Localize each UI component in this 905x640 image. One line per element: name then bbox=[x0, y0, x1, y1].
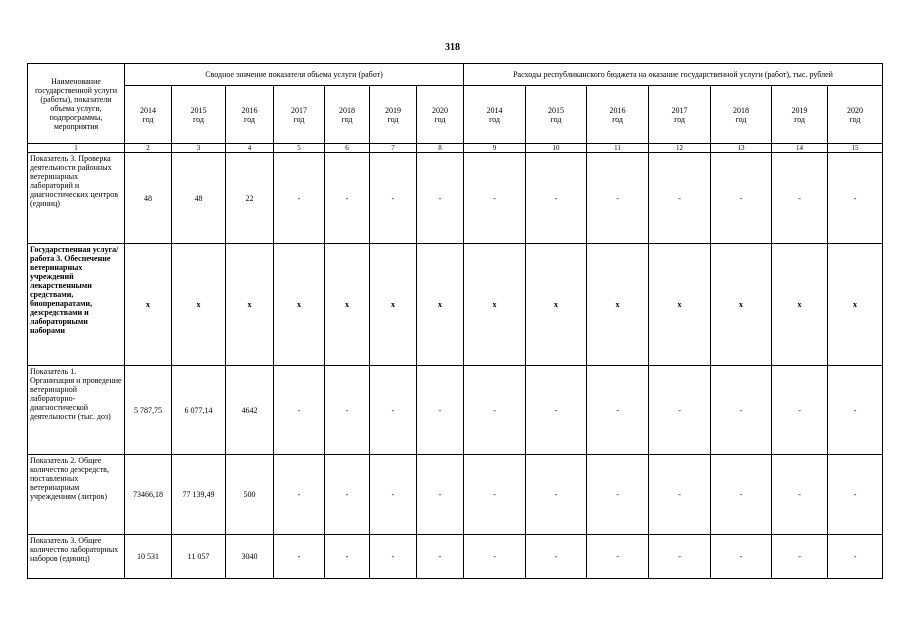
row-value: 4642 bbox=[226, 366, 274, 455]
header-year-9: 2014 год bbox=[464, 86, 526, 144]
row-value: x bbox=[828, 244, 883, 366]
row-value: - bbox=[772, 153, 828, 244]
row-name: Показатель 3. Общее количество лабораторных наборов (единиц) bbox=[28, 535, 125, 579]
row-value: - bbox=[464, 535, 526, 579]
column-number-13: 13 bbox=[711, 144, 772, 153]
row-value: x bbox=[711, 244, 772, 366]
row-value: x bbox=[587, 244, 649, 366]
row-value: - bbox=[325, 535, 370, 579]
row-value: x bbox=[417, 244, 464, 366]
row-value: - bbox=[828, 455, 883, 535]
column-number-7: 7 bbox=[370, 144, 417, 153]
header-year-10: 2015 год bbox=[526, 86, 587, 144]
header-year-15: 2020 год bbox=[828, 86, 883, 144]
row-value: - bbox=[325, 455, 370, 535]
row-value: - bbox=[772, 535, 828, 579]
header-group-expenses: Расходы республиканского бюджета на оказание государственной услуги (работ), тыс. рублей bbox=[464, 64, 883, 86]
row-value: 3040 bbox=[226, 535, 274, 579]
column-number-15: 15 bbox=[828, 144, 883, 153]
row-value: - bbox=[772, 366, 828, 455]
row-value: x bbox=[125, 244, 172, 366]
row-value: - bbox=[711, 535, 772, 579]
column-number-11: 11 bbox=[587, 144, 649, 153]
row-value: - bbox=[325, 153, 370, 244]
row-value: - bbox=[526, 455, 587, 535]
page-number: 318 bbox=[445, 42, 460, 53]
row-value: - bbox=[274, 535, 325, 579]
table-row bbox=[28, 366, 883, 455]
header-year-11: 2016 год bbox=[587, 86, 649, 144]
column-number-3: 3 bbox=[172, 144, 226, 153]
row-value: - bbox=[370, 535, 417, 579]
header-name-column: Наименование государственной услуги (работы), показатели объема услуги, подпрограммы, мероприятия bbox=[28, 64, 125, 144]
header-year-5: 2017 год bbox=[274, 86, 325, 144]
row-value: - bbox=[526, 366, 587, 455]
row-value: - bbox=[772, 455, 828, 535]
header-year-8: 2020 год bbox=[417, 86, 464, 144]
header-year-12: 2017 год bbox=[649, 86, 711, 144]
column-number-8: 8 bbox=[417, 144, 464, 153]
header-year-13: 2018 год bbox=[711, 86, 772, 144]
row-value: - bbox=[587, 153, 649, 244]
row-name: Показатель 2. Общее количество дезсредств, поставленных ветеринарным учреждениям (литров) bbox=[28, 455, 125, 535]
header-year-6: 2018 год bbox=[325, 86, 370, 144]
row-value: - bbox=[711, 455, 772, 535]
row-value: 48 bbox=[172, 153, 226, 244]
row-value: - bbox=[828, 366, 883, 455]
row-value: - bbox=[417, 455, 464, 535]
header-year-4: 2016 год bbox=[226, 86, 274, 144]
row-value: - bbox=[370, 366, 417, 455]
row-value: x bbox=[172, 244, 226, 366]
row-value: x bbox=[464, 244, 526, 366]
row-value: 6 077,14 bbox=[172, 366, 226, 455]
header-year-7: 2019 год bbox=[370, 86, 417, 144]
row-value: - bbox=[587, 366, 649, 455]
table-row bbox=[28, 244, 883, 366]
table-row bbox=[28, 455, 883, 535]
row-value: 5 787,75 bbox=[125, 366, 172, 455]
row-value: - bbox=[370, 153, 417, 244]
row-name: Показатель 3. Проверка деятельности районных ветеринарных лабораторий и диагностических центров (единиц) bbox=[28, 153, 125, 244]
header-year-2: 2014 год bbox=[125, 86, 172, 144]
row-value: - bbox=[828, 153, 883, 244]
row-name: Государственная услуга/работа 3. Обеспечение ветеринарных учреждений лекарственными средствами, биопрепаратами, дезсредствами и лабораторными наборами bbox=[28, 244, 125, 366]
column-number-2: 2 bbox=[125, 144, 172, 153]
row-value: x bbox=[226, 244, 274, 366]
row-value: 48 bbox=[125, 153, 172, 244]
row-name: Показатель 1. Организация и проведение ветеринарной лабораторно-диагностической деятельности (тыс. доз) bbox=[28, 366, 125, 455]
table-row bbox=[28, 535, 883, 579]
row-value: - bbox=[526, 153, 587, 244]
row-value: x bbox=[274, 244, 325, 366]
row-value: - bbox=[464, 455, 526, 535]
column-number-5: 5 bbox=[274, 144, 325, 153]
row-value: - bbox=[526, 535, 587, 579]
row-value: - bbox=[587, 455, 649, 535]
row-value: - bbox=[587, 535, 649, 579]
column-number-9: 9 bbox=[464, 144, 526, 153]
row-value: - bbox=[649, 455, 711, 535]
row-value: - bbox=[649, 153, 711, 244]
column-number-12: 12 bbox=[649, 144, 711, 153]
row-value: 77 139,49 bbox=[172, 455, 226, 535]
row-value: - bbox=[464, 366, 526, 455]
row-value: - bbox=[711, 366, 772, 455]
row-value: 500 bbox=[226, 455, 274, 535]
row-value: - bbox=[828, 535, 883, 579]
row-value: x bbox=[370, 244, 417, 366]
row-value: 73466,18 bbox=[125, 455, 172, 535]
header-year-14: 2019 год bbox=[772, 86, 828, 144]
row-value: - bbox=[370, 455, 417, 535]
row-value: - bbox=[417, 366, 464, 455]
data-table bbox=[27, 63, 883, 579]
table-row bbox=[28, 153, 883, 244]
row-value: - bbox=[274, 153, 325, 244]
column-number-1: 1 bbox=[28, 144, 125, 153]
row-value: 22 bbox=[226, 153, 274, 244]
row-value: - bbox=[464, 153, 526, 244]
row-value: x bbox=[649, 244, 711, 366]
row-value: 10 531 bbox=[125, 535, 172, 579]
row-value: - bbox=[417, 535, 464, 579]
row-value: - bbox=[711, 153, 772, 244]
column-number-14: 14 bbox=[772, 144, 828, 153]
row-value: - bbox=[274, 455, 325, 535]
header-year-3: 2015 год bbox=[172, 86, 226, 144]
column-number-4: 4 bbox=[226, 144, 274, 153]
row-value: - bbox=[649, 535, 711, 579]
row-value: - bbox=[649, 366, 711, 455]
row-value: x bbox=[526, 244, 587, 366]
row-value: 11 057 bbox=[172, 535, 226, 579]
row-value: x bbox=[325, 244, 370, 366]
row-value: - bbox=[274, 366, 325, 455]
header-group-volume: Сводное значение показателя объема услуги (работ) bbox=[125, 64, 464, 86]
row-value: - bbox=[417, 153, 464, 244]
row-value: - bbox=[325, 366, 370, 455]
row-value: x bbox=[772, 244, 828, 366]
column-number-10: 10 bbox=[526, 144, 587, 153]
column-number-6: 6 bbox=[325, 144, 370, 153]
